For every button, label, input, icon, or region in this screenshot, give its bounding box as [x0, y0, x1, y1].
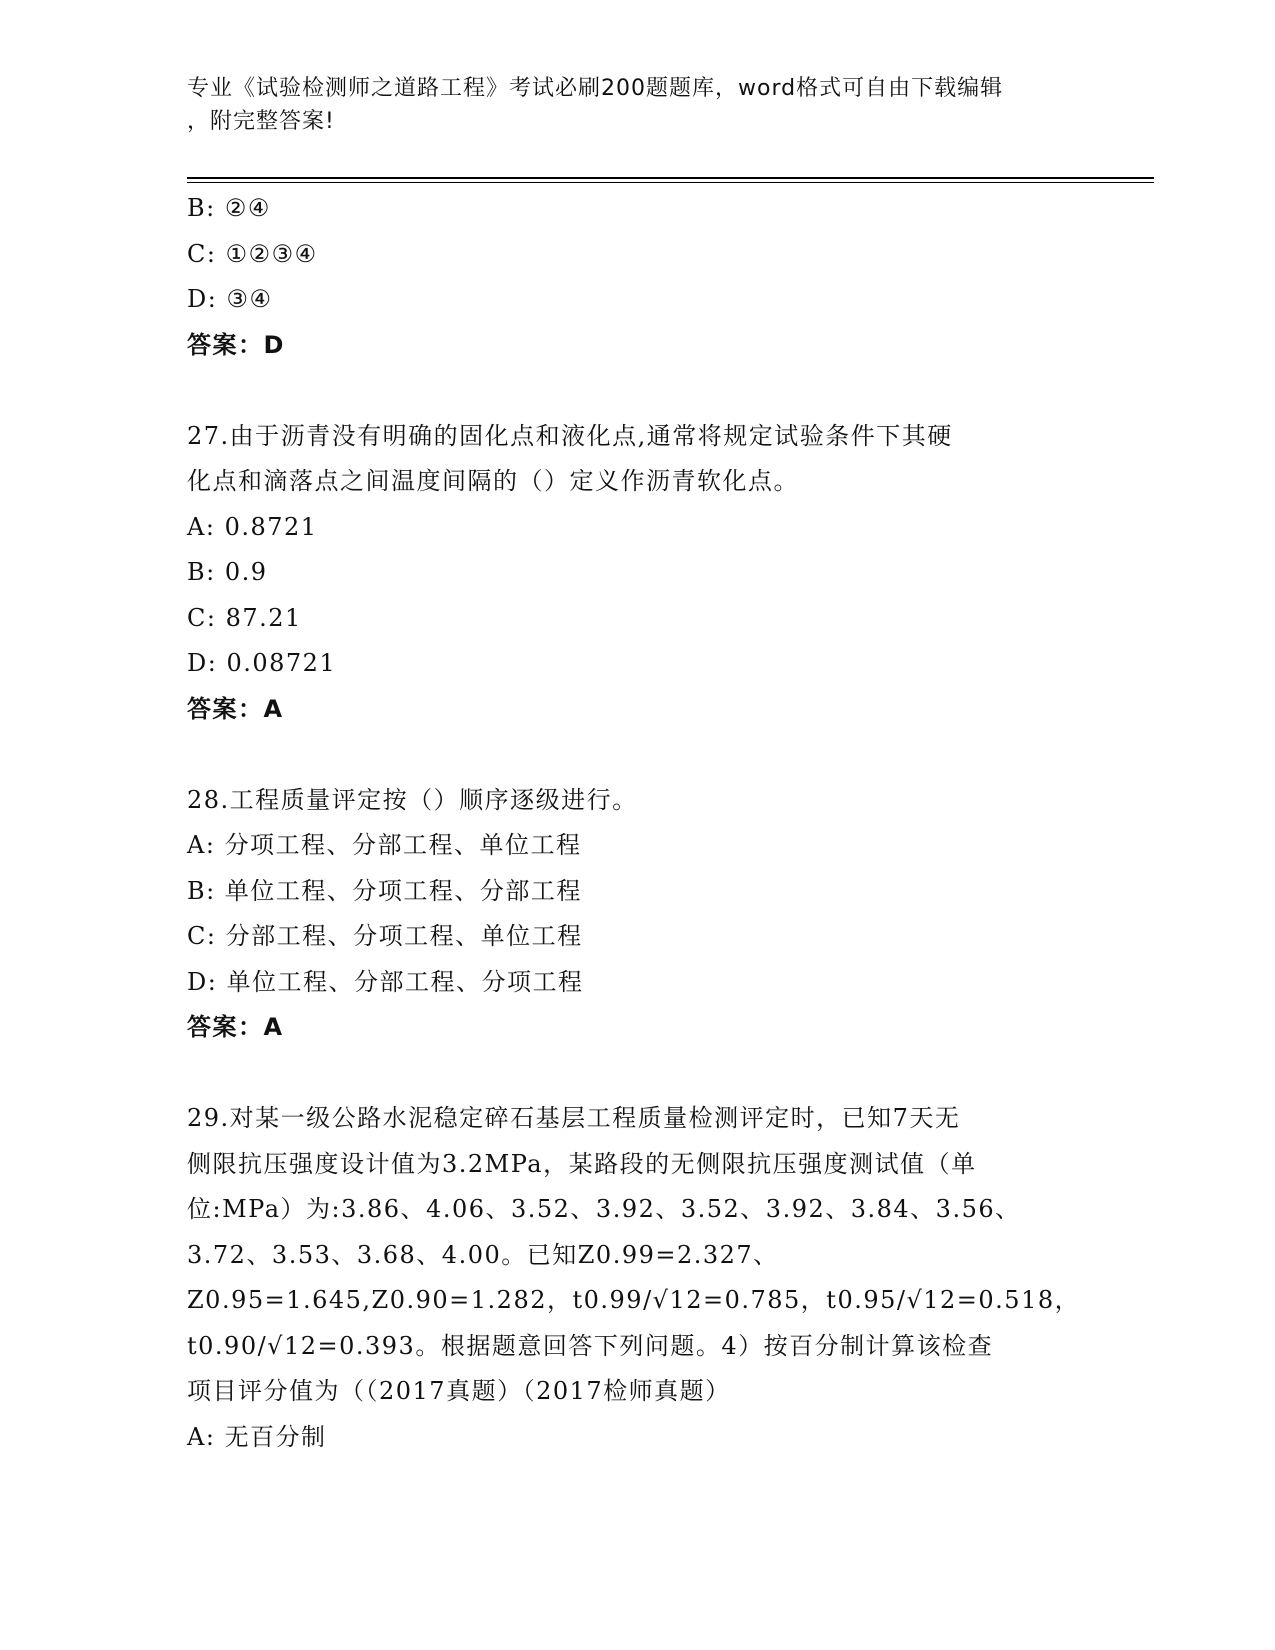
option-b: B: 单位工程、分项工程、分部工程 — [187, 876, 582, 905]
question-text-line: 3.72、3.53、3.68、4.00。已知Z0.99=2.327、 — [187, 1240, 779, 1269]
option-c: C: 分部工程、分项工程、单位工程 — [187, 922, 583, 950]
question-text-line: t0.90/√12=0.393。根据题意回答下列问题。4）按百分制计算该检查 — [187, 1331, 994, 1360]
option-c: C: 87.21 — [187, 603, 302, 632]
question-29 — [187, 1096, 1087, 1460]
question-text-line: 29.对某一级公路水泥稳定碎石基层工程质量检测评定时，已知7天无 — [187, 1104, 961, 1132]
question-text-line: 28.工程质量评定按（）顺序逐级进行。 — [187, 785, 638, 814]
question-text-line: Z0.95=1.645,Z0.90=1.282，t0.99/√12=0.785，t0.95/√12=0.518， — [187, 1286, 1081, 1314]
option-a: A: 分项工程、分部工程、单位工程 — [187, 831, 582, 859]
question-text-line: 化点和滴落点之间温度间隔的（）定义作沥青软化点。 — [187, 467, 799, 495]
question-27 — [187, 414, 1087, 733]
option-d: D: ③④ — [187, 285, 273, 313]
question-text-line: 27.由于沥青没有明确的固化点和液化点,通常将规定试验条件下其硬 — [187, 421, 953, 450]
question-text-line: 位:MPa）为:3.86、4.06、3.52、3.92、3.52、3.92、3.84、3.56、 — [187, 1195, 1021, 1223]
answer: 答案：A — [187, 694, 284, 723]
question-text-line: 侧限抗压强度设计值为3.2MPa，某路段的无侧限抗压强度测试值（单 — [187, 1149, 977, 1178]
option-b: B: 0.9 — [187, 558, 268, 586]
option-a: A: 0.8721 — [187, 512, 318, 541]
document-body — [187, 186, 1087, 1460]
answer: 答案：D — [187, 330, 285, 359]
header-rule-thick — [187, 177, 1154, 179]
option-c: C: ①②③④ — [187, 239, 318, 268]
header-line-2: ，附完整答案! — [187, 109, 335, 134]
answer: 答案：A — [187, 1013, 284, 1041]
option-d: D: 单位工程、分部工程、分项工程 — [187, 967, 584, 996]
header-rule-thin — [187, 182, 1154, 183]
question-text-line: 项目评分值为（（2017真题）（2017检师真题） — [187, 1377, 731, 1405]
question-28 — [187, 778, 1087, 1051]
option-a: A: 无百分制 — [187, 1422, 327, 1451]
option-b: B: ②④ — [187, 194, 271, 222]
option-d: D: 0.08721 — [187, 649, 337, 677]
page-header — [187, 72, 1067, 138]
header-line-1: 专业《试验检测师之道路工程》考试必刷200题题库，word格式可自由下载编辑 — [187, 76, 1004, 101]
question-26-tail — [187, 186, 1087, 368]
